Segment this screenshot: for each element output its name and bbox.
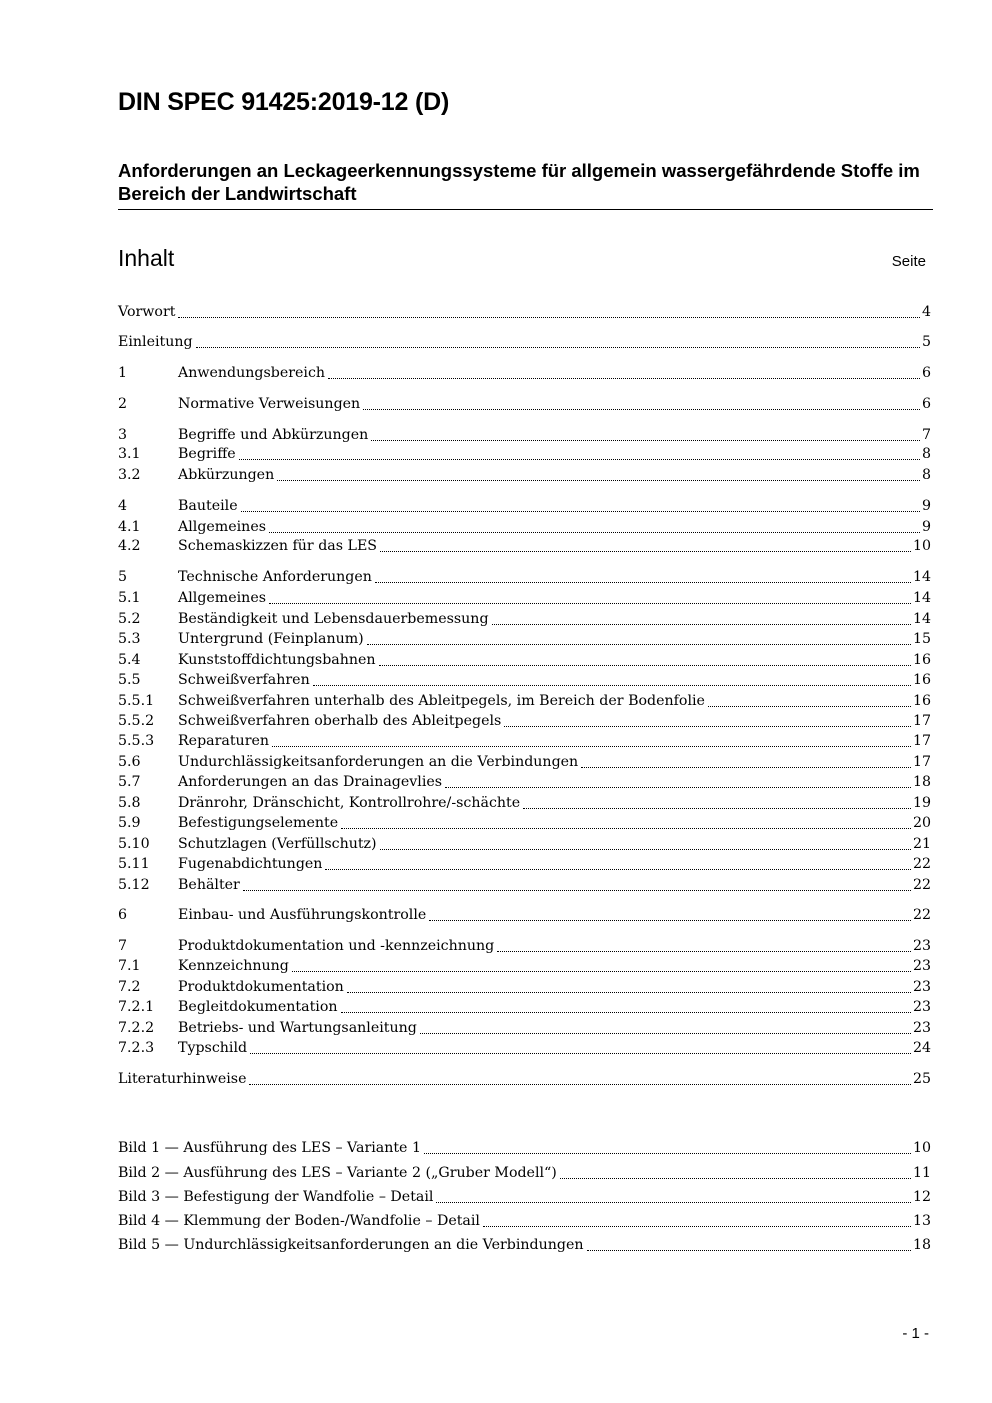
toc-entry-number: 4.2 — [118, 538, 141, 554]
toc-entry-number: 7.2 — [118, 979, 141, 995]
toc-entry[interactable] — [118, 567, 931, 588]
toc-entry-page: 22 — [912, 856, 931, 872]
dot-leader — [328, 378, 920, 379]
toc-entry-page: 9 — [921, 498, 931, 514]
toc-page-label: Seite — [891, 253, 926, 270]
toc-entry-title: Kennzeichnung — [178, 958, 289, 974]
toc-entry-page: 19 — [912, 795, 931, 811]
toc-entry-title: Abkürzungen — [178, 467, 275, 483]
toc-entry-title: Behälter — [178, 877, 240, 893]
toc-entry-title: Bild 5 — Undurchlässigkeitsanforderungen an die Verbindungen — [118, 1237, 584, 1253]
toc-entry-page: 8 — [921, 467, 931, 483]
toc-entry-title: Schutzlagen (Verfüllschutz) — [178, 836, 377, 852]
toc-entry[interactable] — [118, 629, 931, 650]
dot-leader — [249, 1084, 910, 1085]
dot-leader — [269, 532, 920, 533]
toc-entry-page: 5 — [921, 334, 931, 350]
figure-entry[interactable] — [118, 1163, 931, 1184]
toc-heading: Inhalt — [118, 245, 175, 271]
toc-entry[interactable] — [118, 517, 931, 538]
dot-leader — [341, 828, 911, 829]
toc-entry-page: 17 — [912, 713, 931, 729]
toc-entry-page: 23 — [912, 999, 931, 1015]
toc-entry-title: Begleitdokumentation — [178, 999, 338, 1015]
toc-entry-number: 7 — [118, 938, 128, 954]
dot-leader — [277, 480, 920, 481]
toc-entry-page: 10 — [912, 1140, 931, 1156]
toc-entry-page: 23 — [912, 938, 931, 954]
dot-leader — [239, 459, 920, 460]
toc-entry[interactable] — [118, 465, 931, 486]
toc-entry-number: 5.12 — [118, 877, 150, 893]
toc-entry-title: Einbau- und Ausführungskontrolle — [178, 907, 427, 923]
toc-entry-page: 21 — [912, 836, 931, 852]
dot-leader — [436, 1202, 910, 1203]
toc-entry-page: 11 — [912, 1165, 931, 1181]
dot-leader — [196, 347, 920, 348]
toc-entry-page: 14 — [912, 611, 931, 627]
toc-entry-title: Schemaskizzen für das LES — [178, 538, 378, 554]
dot-leader — [375, 582, 911, 583]
toc-entry-page: 24 — [912, 1040, 931, 1056]
dot-leader — [178, 317, 920, 318]
toc-entry-title: Betriebs- und Wartungsanleitung — [178, 1020, 417, 1036]
toc-entry-page: 23 — [912, 979, 931, 995]
toc-entry-page: 22 — [912, 877, 931, 893]
figure-entry[interactable] — [118, 1235, 931, 1256]
toc-entry[interactable] — [118, 905, 931, 926]
toc-entry-page: 25 — [912, 1071, 931, 1087]
toc-entry[interactable] — [118, 813, 931, 834]
dot-leader — [445, 787, 911, 788]
toc-entry-number: 1 — [118, 365, 128, 381]
dot-leader — [292, 971, 911, 972]
toc-entry-number: 5.5 — [118, 672, 141, 688]
toc-entry-page: 16 — [912, 652, 931, 668]
toc-entry-page: 17 — [912, 733, 931, 749]
toc-entry[interactable] — [118, 1018, 931, 1039]
toc-entry-number: 7.1 — [118, 958, 141, 974]
toc-entry[interactable] — [118, 588, 931, 609]
toc-entry-number: 7.2.2 — [118, 1020, 155, 1036]
toc-entry-page: 20 — [912, 815, 931, 831]
toc-entry-page: 17 — [912, 754, 931, 770]
toc-entry-page: 4 — [921, 304, 931, 320]
toc-entry-title: Bild 1 — Ausführung des LES – Variante 1 — [118, 1140, 421, 1156]
toc-entry-number: 5.8 — [118, 795, 141, 811]
toc-header — [118, 245, 926, 272]
toc-entry[interactable] — [118, 997, 931, 1018]
toc-entry-title: Anwendungsbereich — [178, 365, 326, 381]
document-subtitle: Anforderungen an Leckageerkennungssysteme für allgemein wassergefährdende Stoffe im Bereich der Landwirtschaft — [118, 159, 933, 210]
toc-entry-title: Bauteile — [178, 498, 238, 514]
toc-entry-number: 5.5.3 — [118, 733, 155, 749]
toc-entry-page: 6 — [921, 365, 931, 381]
toc-entry-title: Undurchlässigkeitsanforderungen an die Verbindungen — [178, 754, 579, 770]
toc-entry-number: 5.1 — [118, 590, 141, 606]
toc-entry-title: Reparaturen — [178, 733, 270, 749]
toc-entry-page: 15 — [912, 631, 931, 647]
toc-entry-title: Literaturhinweise — [118, 1071, 247, 1087]
dot-leader — [243, 890, 911, 891]
dot-leader — [492, 624, 911, 625]
dot-leader — [325, 869, 911, 870]
toc-entry-number: 3 — [118, 427, 128, 443]
dot-leader — [497, 951, 911, 952]
toc-entry-page: 10 — [912, 538, 931, 554]
toc-entry-number: 5.3 — [118, 631, 141, 647]
dot-leader — [429, 920, 911, 921]
toc-entry[interactable] — [118, 956, 931, 977]
toc-entry-number: 5.9 — [118, 815, 141, 831]
dot-leader — [269, 603, 911, 604]
figure-entry[interactable] — [118, 1211, 931, 1232]
toc-entry-title: Einleitung — [118, 334, 193, 350]
toc-entry-page: 14 — [912, 590, 931, 606]
document-title: DIN SPEC 91425:2019-12 (D) — [118, 88, 450, 116]
toc-entry[interactable] — [118, 536, 931, 557]
dot-leader — [380, 849, 911, 850]
dot-leader — [241, 511, 920, 512]
dot-leader — [504, 726, 911, 727]
toc-entry-number: 5.6 — [118, 754, 141, 770]
toc-entry-title: Allgemeines — [178, 590, 266, 606]
toc-entry-title: Begriffe und Abkürzungen — [178, 427, 369, 443]
toc-entry-page: 23 — [912, 958, 931, 974]
toc-entry-number: 3.2 — [118, 467, 141, 483]
toc-entry[interactable] — [118, 302, 931, 323]
toc-entry-number: 4 — [118, 498, 128, 514]
toc-entry-number: 5.5.1 — [118, 693, 155, 709]
toc-entry-title: Typschild — [178, 1040, 248, 1056]
toc-entry[interactable] — [118, 332, 931, 353]
toc-entry-page: 22 — [912, 907, 931, 923]
toc-entry-page: 8 — [921, 446, 931, 462]
dot-leader — [379, 665, 911, 666]
toc-entry-number: 6 — [118, 907, 128, 923]
dot-leader — [523, 808, 911, 809]
toc-entry-title: Schweißverfahren — [178, 672, 310, 688]
dot-leader — [250, 1053, 911, 1054]
dot-leader — [341, 1012, 911, 1013]
toc-entry-page: 14 — [912, 569, 931, 585]
toc-entry-title: Vorwort — [118, 304, 176, 320]
toc-entry-page: 16 — [912, 693, 931, 709]
toc-entry-title: Bild 4 — Klemmung der Boden-/Wandfolie – Detail — [118, 1213, 480, 1229]
dot-leader — [581, 767, 911, 768]
toc-entry[interactable] — [118, 793, 931, 814]
toc-entry-page: 23 — [912, 1020, 931, 1036]
toc-entry-number: 5.7 — [118, 774, 141, 790]
toc-entry-title: Dränrohr, Dränschicht, Kontrollrohre/-schächte — [178, 795, 521, 811]
dot-leader — [380, 551, 911, 552]
toc-entry[interactable] — [118, 1038, 931, 1059]
toc-entry-page: 7 — [921, 427, 931, 443]
figure-entry[interactable] — [118, 1138, 931, 1159]
toc-entry-number: 7.2.1 — [118, 999, 155, 1015]
toc-entry-title: Kunststoffdichtungsbahnen — [178, 652, 376, 668]
toc-entry[interactable] — [118, 363, 931, 384]
dot-leader — [367, 644, 911, 645]
dot-leader — [424, 1153, 911, 1154]
toc-entry[interactable] — [118, 425, 931, 446]
toc-entry-title: Anforderungen an das Drainagevlies — [178, 774, 443, 790]
toc-entry[interactable] — [118, 752, 931, 773]
toc-entry-number: 5.5.2 — [118, 713, 155, 729]
toc-entry-title: Bild 2 — Ausführung des LES – Variante 2 („Gruber Modell“) — [118, 1165, 557, 1181]
toc-entry[interactable] — [118, 731, 931, 752]
toc-entry-number: 5.4 — [118, 652, 141, 668]
page-number: - 1 - — [902, 1325, 929, 1342]
toc-entry[interactable] — [118, 772, 931, 793]
toc-entry-number: 2 — [118, 396, 128, 412]
toc-entry-number: 5.10 — [118, 836, 150, 852]
dot-leader — [587, 1250, 911, 1251]
toc-entry-page: 18 — [912, 774, 931, 790]
toc-entry[interactable] — [118, 711, 931, 732]
toc-entry-page: 16 — [912, 672, 931, 688]
toc-entry-number: 3.1 — [118, 446, 141, 462]
dot-leader — [371, 440, 920, 441]
dot-leader — [347, 992, 911, 993]
dot-leader — [363, 409, 920, 410]
toc-entry-number: 4.1 — [118, 519, 141, 535]
dot-leader — [483, 1226, 911, 1227]
toc-entry-title: Schweißverfahren oberhalb des Ableitpegels — [178, 713, 502, 729]
toc-entry[interactable] — [118, 1069, 931, 1090]
toc-entry[interactable] — [118, 834, 931, 855]
toc-entry[interactable] — [118, 394, 931, 415]
dot-leader — [272, 746, 911, 747]
toc-entry-page: 6 — [921, 396, 931, 412]
toc-entry-title: Normative Verweisungen — [178, 396, 361, 412]
toc-entry-number: 5 — [118, 569, 128, 585]
toc-entry-title: Beständigkeit und Lebensdauerbemessung — [178, 611, 489, 627]
toc-entry-page: 13 — [912, 1213, 931, 1229]
toc-entry-page: 9 — [921, 519, 931, 535]
toc-entry-title: Bild 3 — Befestigung der Wandfolie – Detail — [118, 1189, 434, 1205]
toc-entry-title: Untergrund (Feinplanum) — [178, 631, 364, 647]
toc-entry[interactable] — [118, 496, 931, 517]
toc-entry-number: 5.2 — [118, 611, 141, 627]
toc-entry-page: 12 — [912, 1189, 931, 1205]
toc-entry-number: 5.11 — [118, 856, 150, 872]
dot-leader — [313, 685, 911, 686]
toc-entry[interactable] — [118, 854, 931, 875]
toc-entry-title: Schweißverfahren unterhalb des Ableitpegels, im Bereich der Bodenfolie — [178, 693, 705, 709]
toc-entry-title: Begriffe — [178, 446, 236, 462]
toc-entry-title: Produktdokumentation — [178, 979, 344, 995]
dot-leader — [560, 1178, 911, 1179]
toc-entry-number: 7.2.3 — [118, 1040, 155, 1056]
toc-entry[interactable] — [118, 650, 931, 671]
figure-entry[interactable] — [118, 1187, 931, 1208]
toc-entry[interactable] — [118, 609, 931, 630]
dot-leader — [708, 706, 911, 707]
toc-entry[interactable] — [118, 977, 931, 998]
toc-entry-title: Allgemeines — [178, 519, 266, 535]
toc-entry[interactable] — [118, 691, 931, 712]
toc-entry-title: Technische Anforderungen — [178, 569, 372, 585]
toc-entry-title: Fugenabdichtungen — [178, 856, 323, 872]
toc-entry-page: 18 — [912, 1237, 931, 1253]
toc-entry[interactable] — [118, 936, 931, 957]
toc-entry-title: Produktdokumentation und -kennzeichnung — [178, 938, 495, 954]
toc-entry-title: Befestigungselemente — [178, 815, 339, 831]
toc-entry[interactable] — [118, 670, 931, 691]
toc-entry[interactable] — [118, 444, 931, 465]
toc-entry[interactable] — [118, 875, 931, 896]
dot-leader — [420, 1033, 911, 1034]
